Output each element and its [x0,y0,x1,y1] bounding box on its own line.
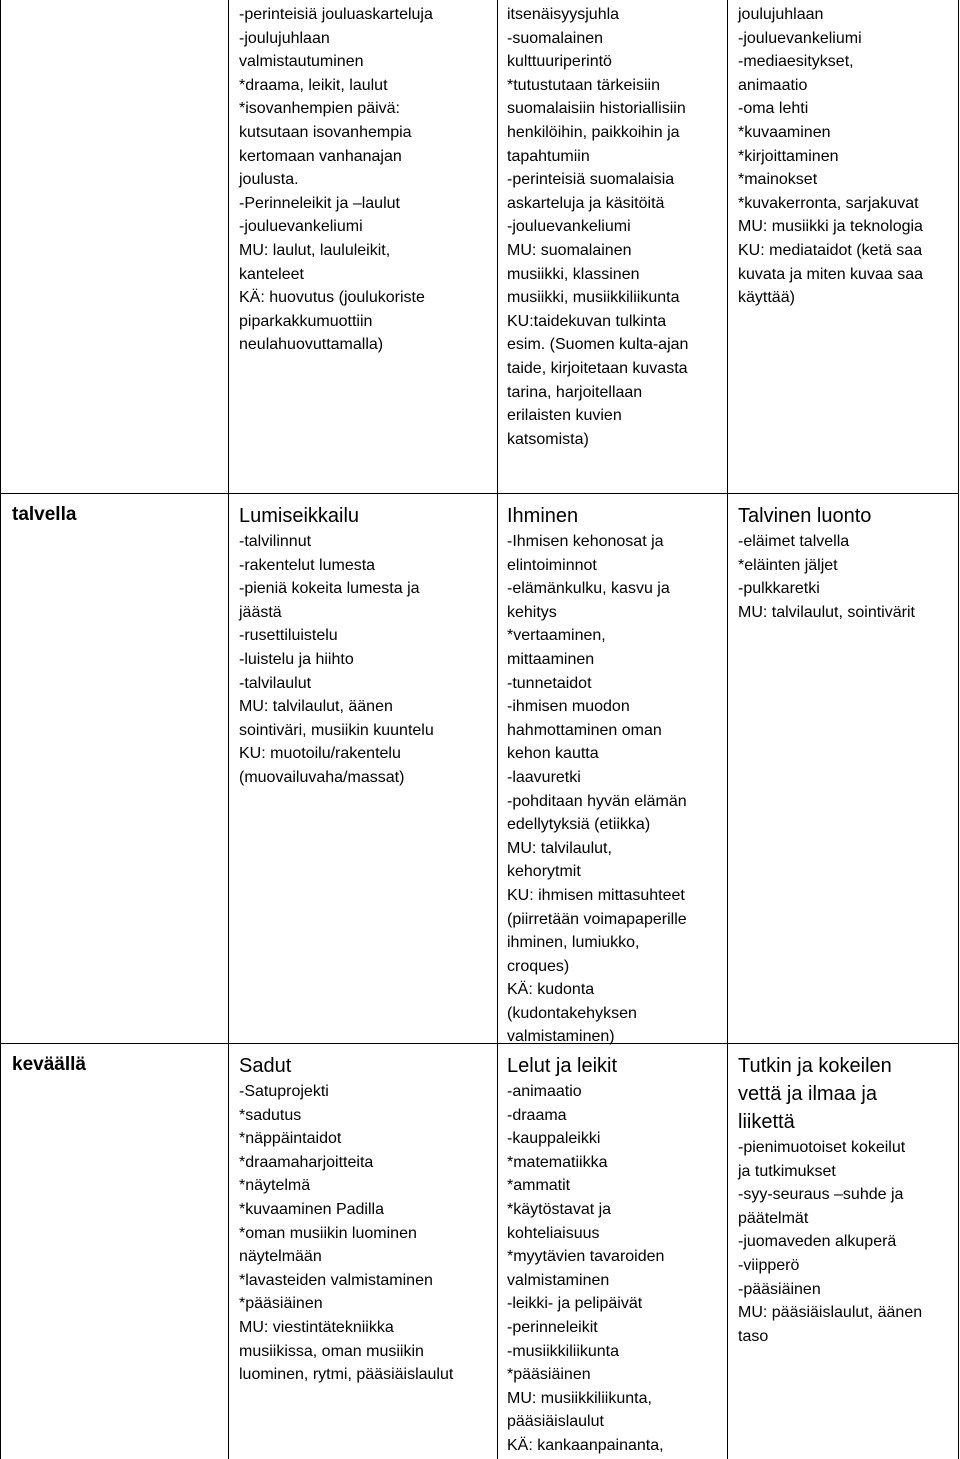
list-item: neulahuovuttamalla) [239,336,384,354]
list-item: valmistaminen) [507,1028,615,1046]
list-item: (piirretään voimapaperille [507,910,687,928]
list-item: valmistaminen [507,1271,610,1289]
list-item: joulujuhlaan [738,6,824,23]
row-divider-winter-spring [0,1043,959,1044]
winter-col4 [738,502,956,624]
list-item: edellytyksiä (etiikka) [507,816,651,834]
list-item: *tutustutaan tärkeisiin [507,76,660,94]
list-item: -perinteisiä jouluaskarteluja [239,6,433,23]
list-item: croques) [507,957,570,975]
list-item: ihminen, lumiukko, [507,934,640,952]
list-item: musiikki, klassinen [507,265,640,283]
list-item: askarteluja ja käsitöitä [507,194,665,212]
list-item: *myytävien tavaroiden [507,1248,665,1266]
spring-col2-title: Sadut [239,1055,292,1077]
list-item: KÄ: kudonta [507,981,595,999]
list-item: MU: talvilaulut, [507,839,612,857]
list-item: tarina, harjoitellaan [507,383,643,401]
list-item: -suomalainen [507,29,604,47]
table-border-right [958,0,959,1459]
list-item: -perinteisiä suomalaisia [507,171,675,189]
list-item: -perinneleikit [507,1318,598,1336]
cell-title-line: vettä ja ilmaa ja [738,1083,877,1105]
list-item: *vertaaminen, [507,627,606,645]
list-item: -elämänkulku, kasvu ja [507,580,670,598]
list-item: ja tutkimukset [738,1162,836,1180]
list-item: -kauppaleikki [507,1130,601,1148]
season-label-spring: keväällä [12,1054,86,1075]
list-item: näytelmään [239,1248,322,1266]
list-item: tapahtumiin [507,147,590,165]
spring-col4 [738,1052,956,1348]
list-item: (kudontakehyksen [507,1004,637,1022]
list-item: -pienimuotoiset kokeilut [738,1139,906,1156]
list-item: esim. (Suomen kulta-ajan [507,336,689,354]
list-item: käyttää) [738,289,795,307]
list-item: kehitys [507,603,557,621]
list-item: -syy-seuraus –suhde ja [738,1186,904,1204]
list-item: katsomista) [507,430,589,448]
list-item: *sadutus [239,1106,302,1124]
list-item: KU:taidekuvan tulkinta [507,312,667,330]
top-row-col2 [239,3,494,357]
top-row-col4 [738,3,956,310]
list-item: -jouluevankeliumi [507,218,631,236]
list-item: musiikki, musiikkiliikunta [507,289,680,307]
list-item: -laavuretki [507,768,581,786]
list-item: -talvilaulut [239,674,312,692]
winter-col3 [507,502,725,1049]
list-item: -jouluevankeliumi [738,29,862,47]
list-item: pääsiäislaulut [507,1413,604,1431]
list-item: *matematiikka [507,1153,608,1171]
list-item: -luistelu ja hiihto [239,650,354,668]
list-item: elintoiminnot [507,556,597,574]
list-item: -jouluevankeliumi [239,218,363,236]
spring-col3-list [507,1080,725,1458]
cell-title-line: Tutkin ja kokeilen [738,1055,892,1077]
list-item: kuvata ja miten kuvaa saa [738,265,923,283]
list-item: KU: mediataidot (ketä saa [738,241,923,259]
list-item: (muovailuvaha/massat) [239,768,405,786]
spring-col3-title: Lelut ja leikit [507,1055,618,1077]
list-item: *käytöstavat ja [507,1200,612,1218]
winter-col2 [239,502,494,790]
list-item: MU: talvilaulut, sointivärit [738,603,915,621]
list-item: MU: suomalainen [507,241,632,259]
list-item: *pääsiäinen [239,1295,323,1313]
list-item: henkilöihin, paikkoihin ja [507,123,680,141]
list-item: -pulkkaretki [738,580,820,598]
list-item: valmistautuminen [239,53,364,71]
list-item: *kirjoittaminen [738,147,839,165]
list-item: -draama [507,1106,567,1124]
spring-col4-title [738,1052,956,1136]
spring-col3 [507,1052,725,1458]
list-item: -leikki- ja pelipäivät [507,1295,643,1313]
list-item: piparkakkumuottiin [239,312,373,330]
list-item: -oma lehti [738,100,809,118]
list-item: taso [738,1327,769,1345]
list-item: -eläimet talvella [738,533,850,550]
list-item: -joulujuhlaan [239,29,330,47]
winter-col2-title: Lumiseikkailu [239,505,360,527]
list-item: animaatio [738,76,808,94]
spring-col2 [239,1052,494,1387]
list-item: kehon kautta [507,745,599,763]
list-item: KÄ: kankaanpainanta, [507,1436,664,1454]
season-label-winter: talvella [12,504,77,525]
list-item: MU: laulut, laululeikit, [239,241,391,259]
list-item: -talvilinnut [239,533,312,550]
list-item: MU: talvilaulut, äänen [239,698,393,716]
spring-col2-list [239,1080,494,1387]
list-item: kohteliaisuus [507,1224,600,1242]
table-border-left [0,0,1,1459]
column-divider-3 [727,0,728,1459]
list-item: *isovanhempien päivä: [239,100,400,118]
list-item: erilaisten kuvien [507,407,622,425]
list-item: *lavasteiden valmistaminen [239,1271,433,1289]
list-item: -Ihmisen kehonosat ja [507,533,664,550]
list-item: mittaaminen [507,650,595,668]
top-row-col3 [507,3,725,451]
list-item: KÄ: huovutus (joulukoriste [239,289,425,307]
list-item: -ihmisen muodon [507,698,630,716]
list-item: MU: musiikkiliikunta, [507,1389,652,1407]
list-item: MU: musiikki ja teknologia [738,218,923,236]
cell-title-line: liikettä [738,1111,795,1133]
list-item: *kuvaaminen [738,123,831,141]
list-item: -mediaesitykset, [738,53,854,71]
list-item: *eläinten jäljet [738,556,838,574]
list-item: hahmottaminen oman [507,721,662,739]
winter-col3-list [507,530,725,1049]
winter-col4-title: Talvinen luonto [738,505,872,527]
list-item: kertomaan vanhanajan [239,147,402,165]
list-item: luominen, rytmi, pääsiäislaulut [239,1366,454,1384]
column-divider-1 [228,0,229,1459]
list-item: *näppäintaidot [239,1130,342,1148]
list-item: itsenäisyysjuhla [507,6,620,23]
list-item: kulttuuriperintö [507,53,612,71]
list-item: kehorytmit [507,863,581,881]
list-item: *kuvaaminen Padilla [239,1200,384,1218]
list-item: *kuvakerronta, sarjakuvat [738,194,919,212]
list-item: päätelmät [738,1209,809,1227]
list-item: -pääsiäinen [738,1280,821,1298]
list-item: MU: viestintätekniikka [239,1318,394,1336]
list-item: -musiikkiliikunta [507,1342,620,1360]
spring-col4-list [738,1136,956,1348]
list-item: KU: ihmisen mittasuhteet [507,886,685,904]
row-divider-top [0,493,959,494]
list-item: -pieniä kokeita lumesta ja [239,580,420,598]
list-item: kutsutaan isovanhempia [239,123,412,141]
list-item: musiikissa, oman musiikin [239,1342,424,1360]
list-item: -juomaveden alkuperä [738,1233,897,1251]
list-item: -rakentelut lumesta [239,556,376,574]
winter-col4-list [738,530,956,624]
list-item: *oman musiikin luominen [239,1224,417,1242]
list-item: MU: pääsiäislaulut, äänen [738,1304,923,1322]
list-item: joulusta. [239,171,299,189]
list-item: -pohditaan hyvän elämän [507,792,687,810]
column-divider-2 [497,0,498,1459]
list-item: sointiväri, musiikin kuuntelu [239,721,434,739]
list-item: *draama, leikit, laulut [239,76,388,94]
list-item: -viipperö [738,1256,800,1274]
list-item: KU: muotoilu/rakentelu [239,745,401,763]
list-item: kanteleet [239,265,304,283]
list-item: *näytelmä [239,1177,311,1195]
list-item: -Perinneleikit ja –laulut [239,194,400,212]
list-item: *mainokset [738,171,818,189]
list-item: *draamaharjoitteita [239,1153,374,1171]
winter-col3-title: Ihminen [507,505,579,527]
list-item: *pääsiäinen [507,1366,591,1384]
list-item: suomalaisiin historiallisiin [507,100,686,118]
list-item: jäästä [239,603,282,621]
winter-col2-list [239,530,494,790]
list-item: taide, kirjoitetaan kuvasta [507,359,688,377]
list-item: -animaatio [507,1083,582,1100]
list-item: -Satuprojekti [239,1083,329,1100]
list-item: *ammatit [507,1177,571,1195]
list-item: -rusettiluistelu [239,627,338,645]
list-item: -tunnetaidot [507,674,592,692]
